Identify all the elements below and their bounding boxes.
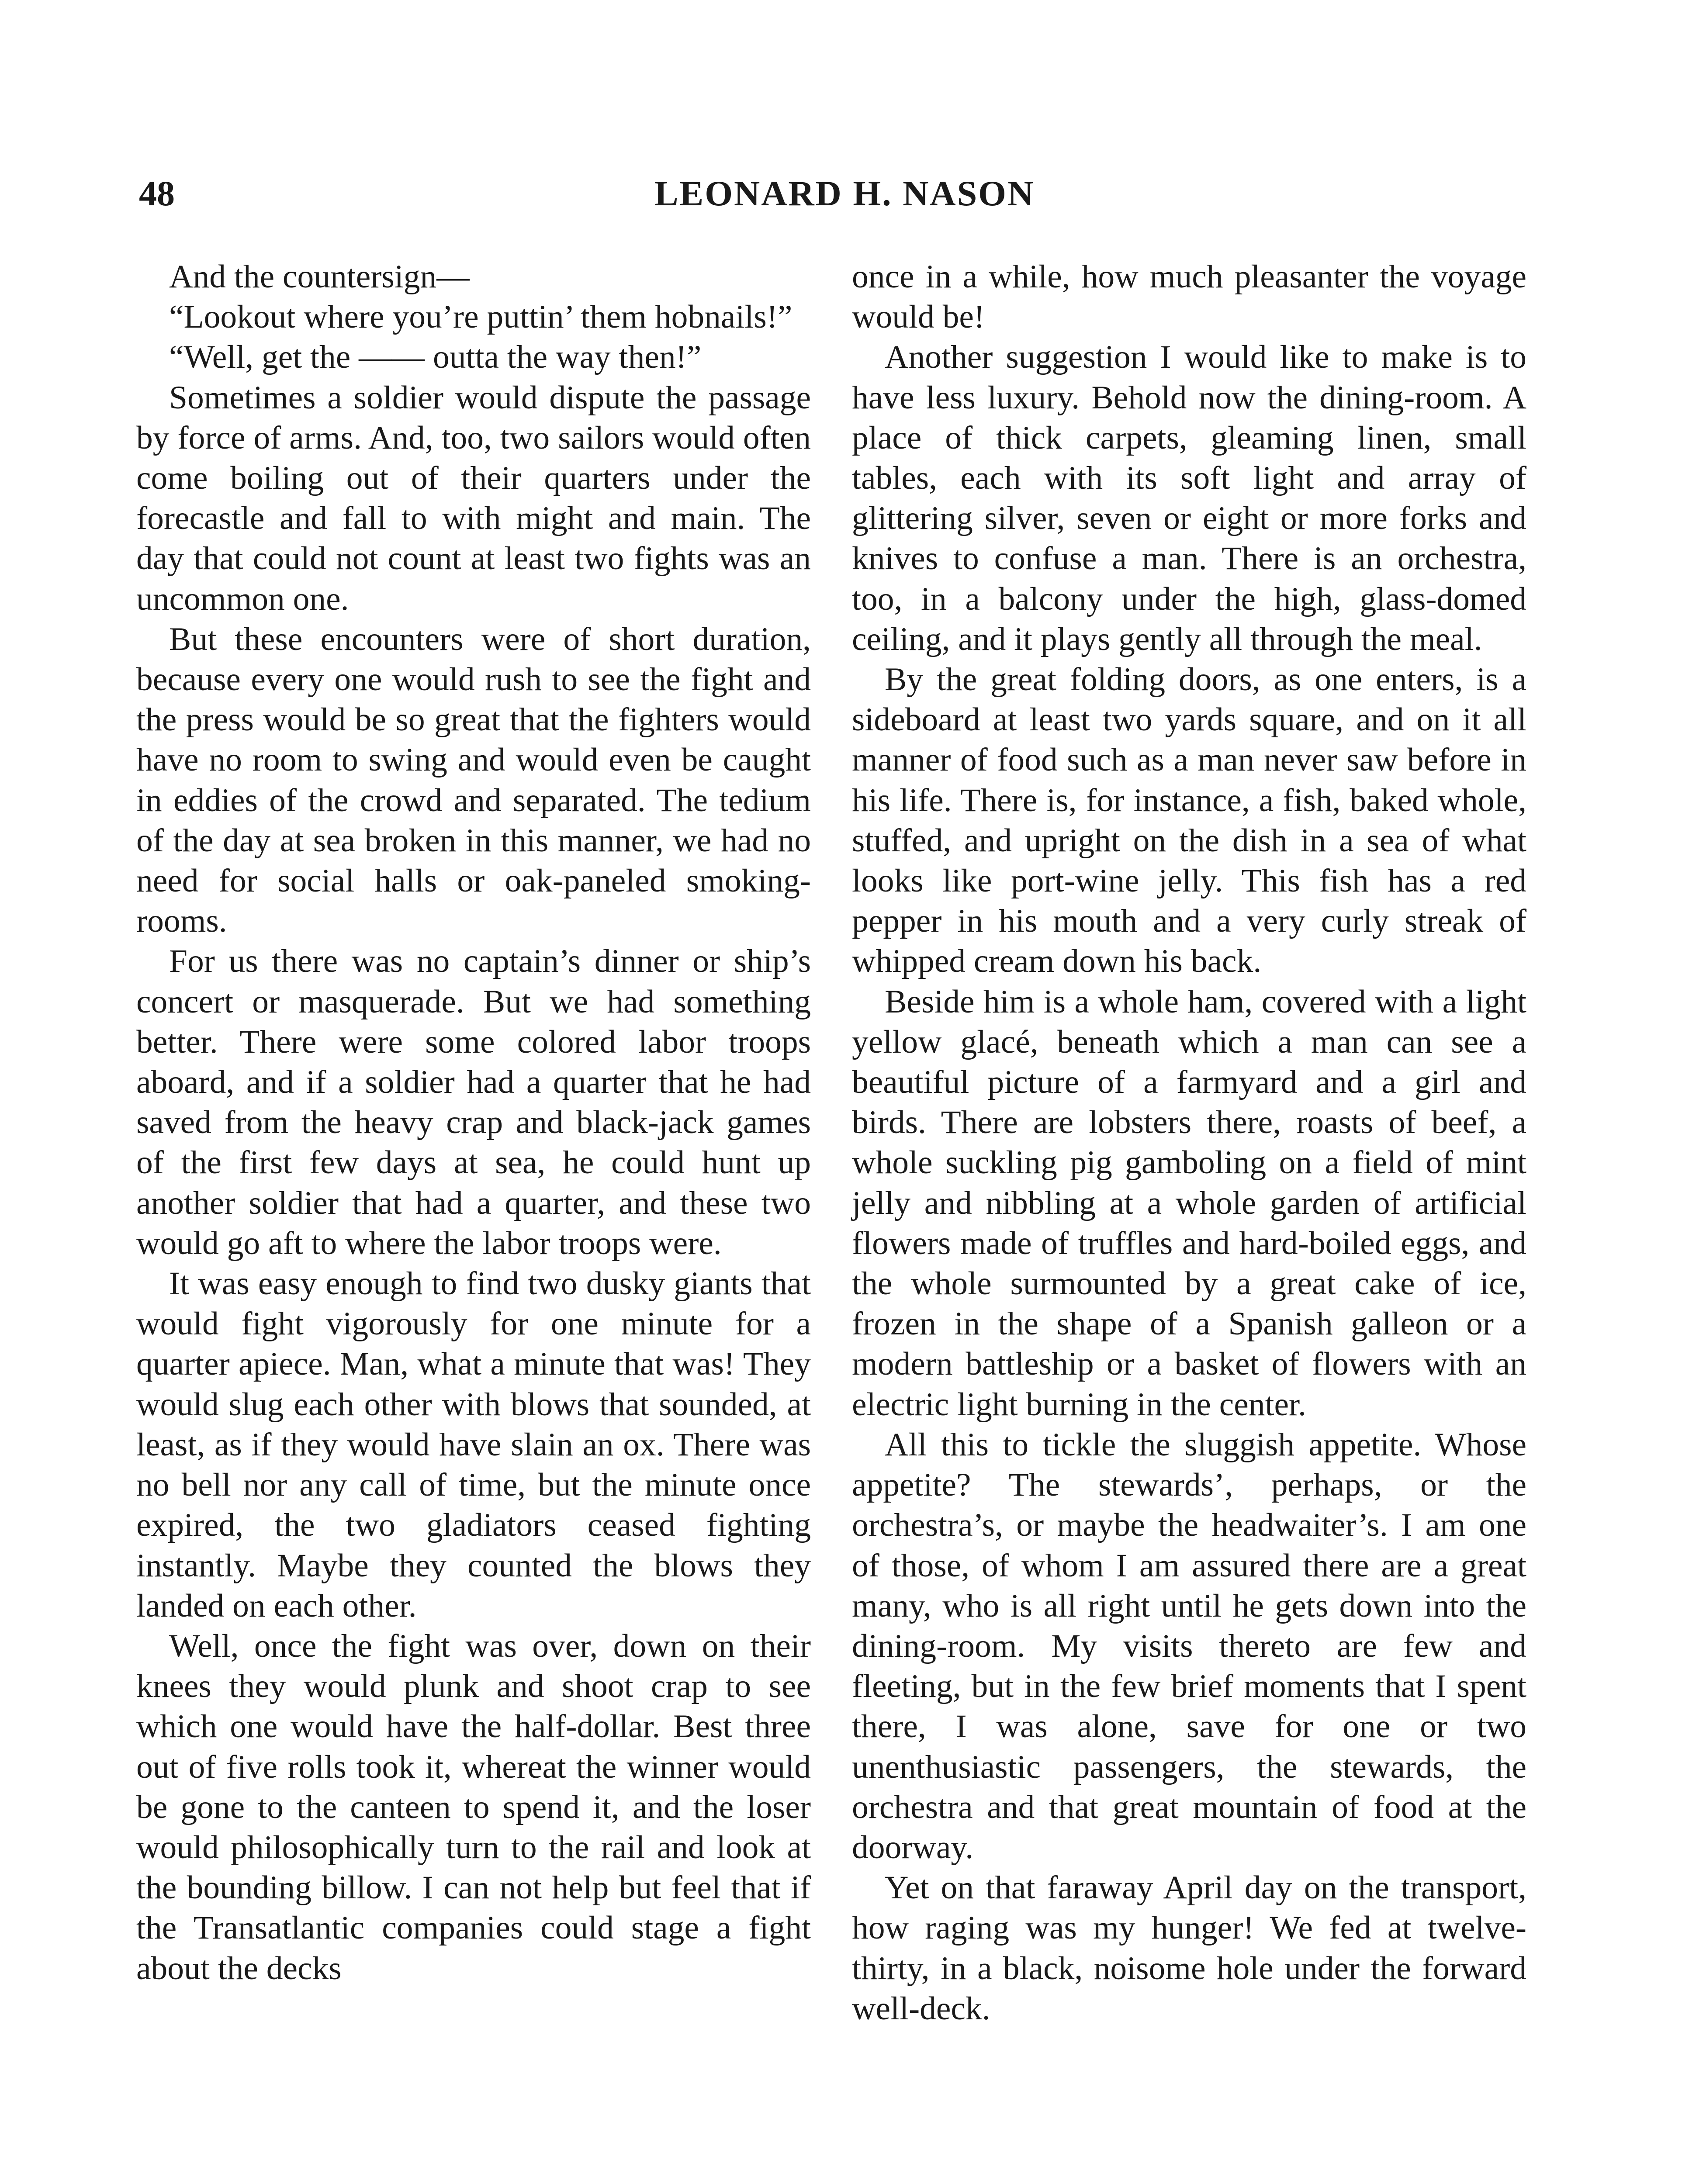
paragraph: All this to tickle the sluggish appetite. Whose appetite? The stewards’, perhaps, or the orchestra’s, or maybe the headwaiter’s. I am one of those, of whom I am assured there are a great many, who is all right until he gets down into the dining-room. My visits thereto are few and fleeting, but in the few brief moments that I spent there, I was alone, save for one or two unenthusiastic passengers, the stewards, the orchestra and that great mountain of food at the doorway.: [852, 1426, 1526, 1866]
page-header: [0, 169, 1689, 218]
page-number: 48: [139, 173, 175, 213]
paragraph: Sometimes a soldier would dispute the passage by force of arms. And, too, two sailors would often come boiling out of their quarters under the forecastle and fall to with might and main. The day that could not count at least two fights was an uncommon one.: [136, 379, 811, 617]
left-column: [136, 257, 811, 1989]
paragraph: “Lookout where you’re puttin’ them hobnails!”: [169, 299, 793, 335]
paragraph: “Well, get the —— outta the way then!”: [169, 339, 702, 376]
paragraph: Well, once the fight was over, down on their knees they would plunk and shoot crap to see which one would have the half-dollar. Best three out of five rolls took it, whereat the winner would be gone to the canteen to spend it, and the loser would philosophically turn to the rail and look at the bounding billow. I can not help but feel that if the Transatlantic companies could stage a fight about the decks: [136, 1628, 811, 1987]
paragraph: By the great folding doors, as one enters, is a sideboard at least two yards square, and on it all manner of food such as a man never saw before in his life. There is, for instance, a fish, baked whole, stuffed, and upright on the dish in a sea of what looks like port-wine jelly. This fish has a red pepper in his mouth and a very curly streak of whipped cream down his back.: [852, 661, 1526, 980]
right-column: [852, 257, 1526, 2029]
paragraph: And the countersign—: [169, 259, 470, 295]
paragraph-continuation: once in a while, how much pleasanter the voyage would be!: [852, 259, 1526, 335]
paragraph: Beside him is a whole ham, covered with a light yellow glacé, beneath which a man can see a beautiful picture of a farmyard and a girl and birds. There are lobsters there, roasts of beef, a whole suckling pig gamboling on a field of mint jelly and nibbling at a whole garden of artificial flowers made of truffles and hard-boiled eggs, and the whole surmounted by a great cake of ice, frozen in the shape of a Spanish galleon or a modern battleship or a basket of flowers with an electric light burning in the center.: [852, 983, 1526, 1423]
paragraph: For us there was no captain’s dinner or ship’s concert or masquerade. But we had something better. There were some colored labor troops aboard, and if a soldier had a quarter that he had saved from the heavy crap and black-jack games of the first few days at sea, he could hunt up another soldier that had a quarter, and these two would go aft to where the labor troops were.: [136, 943, 811, 1261]
paragraph: It was easy enough to find two dusky giants that would fight vigorously for one minute for a quarter apiece. Man, what a minute that was! They would slug each other with blows that sounded, at least, as if they would have slain an ox. There was no bell nor any call of time, but the minute once expired, the two gladiators ceased fighting instantly. Maybe they counted the blows they landed on each other.: [136, 1265, 811, 1624]
running-head: LEONARD H. NASON: [654, 173, 1035, 213]
paragraph: Another suggestion I would like to make is to have less luxury. Behold now the dining-room. A place of thick carpets, gleaming linen, small tables, each with its soft light and array of glittering silver, seven or eight or more forks and knives to confuse a man. There is an orchestra, too, in a balcony under the high, glass-domed ceiling, and it plays gently all through the meal.: [852, 339, 1526, 657]
paragraph: Yet on that faraway April day on the transport, how raging was my hunger! We fed at twelve-thirty, in a black, noisome hole under the forward well-deck.: [852, 1870, 1526, 2027]
paragraph: But these encounters were of short duration, because every one would rush to see the fight and the press would be so great that the fighters would have no room to swing and would even be caught in eddies of the crowd and separated. The tedium of the day at sea broken in this manner, we had no need for social halls or oak-paneled smoking-rooms.: [136, 621, 811, 940]
